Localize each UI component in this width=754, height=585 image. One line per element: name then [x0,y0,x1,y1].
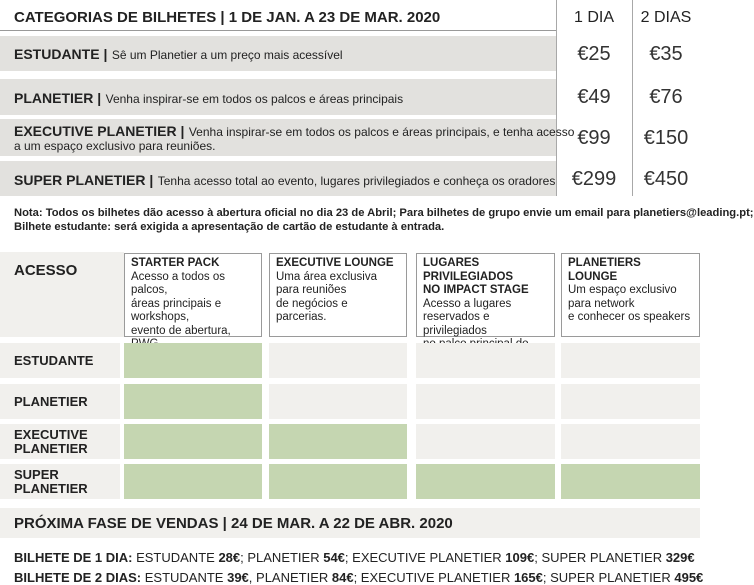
access-column-planetiers-lounge [561,253,700,337]
price-1-day: €299 [571,168,617,190]
access-cell-not-included [561,384,700,419]
price-label: , PLANETIER [248,570,332,585]
access-row-label-text: EXECUTIVE [14,427,88,442]
next-phase-1-day-prices [132,550,694,565]
price-value: 54€ [323,550,345,565]
price-1-day: €25 [577,43,611,65]
category-description: Venha inspirar-se em todos os palcos e áreas principais [105,92,404,106]
price-label: ; SUPER PLANETIER [542,570,675,585]
price-label: ESTUDANTE [141,570,228,585]
price-value: 39€ [227,570,249,585]
access-cell-not-included [416,424,555,459]
access-cell-included [416,464,555,499]
price-label: ; EXECUTIVE PLANETIER [344,550,506,565]
access-row-label-text: PLANETIER [14,441,88,456]
next-phase-title: PRÓXIMA FASE DE VENDAS | 24 DE MAR. A 22 DE ABR. 2020 [14,515,453,532]
access-column-text: áreas principais e workshops, [131,297,222,323]
tickets-table-title: CATEGORIAS DE BILHETES | 1 DE JAN. A 23 DE MAR. 2020 [14,9,441,26]
access-row-label [14,395,88,409]
category-description: Venha inspirar-se em todos os palcos e áreas principais, e tenha acesso [188,125,575,139]
price-2-days: €35 [649,43,683,65]
column-header-2-days: 2 DIAS [640,9,692,26]
category-name: ESTUDANTE | [14,46,108,62]
access-row-label [14,354,93,368]
access-column-executive-lounge [269,253,407,337]
access-cell-not-included [269,343,407,378]
access-cell-not-included [561,343,700,378]
price-1-day: €49 [577,86,611,108]
category-description-cont: a um espaço exclusivo para reuniões. [14,139,216,153]
price-2-days: €76 [649,86,683,108]
access-cell-included [269,464,407,499]
price-value: 84€ [331,570,354,585]
access-column-text: Um espaço exclusivo [568,284,677,296]
category-name: EXECUTIVE PLANETIER | [14,123,185,139]
access-column-text: e conhecer os speakers [568,311,691,323]
price-value: 165€ [513,570,543,585]
category-description: Tenha acesso total ao evento, lugares privilegiados e conheça os oradores [157,174,556,188]
access-cell-included [124,424,262,459]
category-description: Sê um Planetier a um preço mais acessível [111,48,343,62]
access-row-label-text: PLANETIER [14,394,88,409]
ticket-note [14,206,754,234]
next-phase-2-days-prices [141,570,703,585]
access-column-text: Uma área exclusiva [276,270,377,283]
price-value: 109€ [505,550,535,565]
next-phase-2-days [14,570,703,585]
access-cell-included [124,384,262,419]
access-column-title: EXECUTIVE LOUNGE [276,257,394,269]
next-phase-1-day [14,550,695,565]
category-executive-planetier [14,124,574,153]
access-column-text: para reuniões [276,284,347,296]
access-column-text: para network [568,297,635,310]
price-2-days: €150 [643,127,689,149]
price-label: ; PLANETIER [240,550,324,565]
access-row-label-text: PLANETIER [14,481,88,496]
access-column-text: de negócios e parcerias. [276,297,348,323]
header-divider [0,30,556,31]
access-column-title-cont: NO IMPACT STAGE [423,284,529,296]
access-cell-included [269,424,407,459]
category-planetier [14,90,403,108]
access-title: ACESSO [14,262,78,279]
access-column-text: Acesso a lugares [423,297,512,310]
access-column-text: evento de abertura, [131,324,231,337]
access-cell-not-included [269,384,407,419]
access-cell-not-included [416,384,555,419]
access-cell-included [124,343,262,378]
price-2-days: €450 [643,168,689,190]
access-column-text: Acesso a todos os palcos, [131,270,225,296]
access-row-label-text: ESTUDANTE [14,353,94,368]
category-super-planetier [14,172,555,190]
access-column-title: LUGARES PRIVILEGIADOS [423,257,514,283]
note-line-2: Bilhete estudante: será exigida a apresentação de cartão de estudante à entrada. [14,221,445,233]
category-name: PLANETIER | [14,90,102,106]
access-row-label-text: SUPER [14,467,59,482]
price-label: ; EXECUTIVE PLANETIER [353,570,514,585]
price-value: 28€ [218,550,241,565]
access-cell-included [124,464,262,499]
access-cell-included [561,464,700,499]
access-column-title: STARTER PACK [131,257,220,269]
access-column-text: reservados e privilegiados [423,311,490,337]
access-cell-not-included [416,343,555,378]
access-cell-not-included [561,424,700,459]
access-column-starter-pack [124,253,262,337]
note-line-1: Nota: Todos os bilhetes dão acesso à abertura oficial no dia 23 de Abril; Para bilhetes de grupo envie um email para planetiers@leading.pt; [14,207,754,219]
category-name: SUPER PLANETIER | [14,172,154,188]
access-row-label [14,428,88,456]
price-label: ; SUPER PLANETIER [534,550,666,565]
category-estudante [14,46,343,64]
next-phase-2-days-label: BILHETE DE 2 DIAS: [14,570,142,585]
access-column-lugares-privilegiados [416,253,555,337]
price-label: ESTUDANTE [132,550,219,565]
access-column-title: PLANETIERS LOUNGE [568,257,641,283]
price-value: 329€ [665,550,695,565]
price-value: 495€ [674,570,704,585]
price-1-day: €99 [577,127,611,149]
column-header-1-day: 1 DIA [573,9,614,26]
next-phase-1-day-label: BILHETE DE 1 DIA: [14,550,133,565]
access-row-label [14,468,88,496]
